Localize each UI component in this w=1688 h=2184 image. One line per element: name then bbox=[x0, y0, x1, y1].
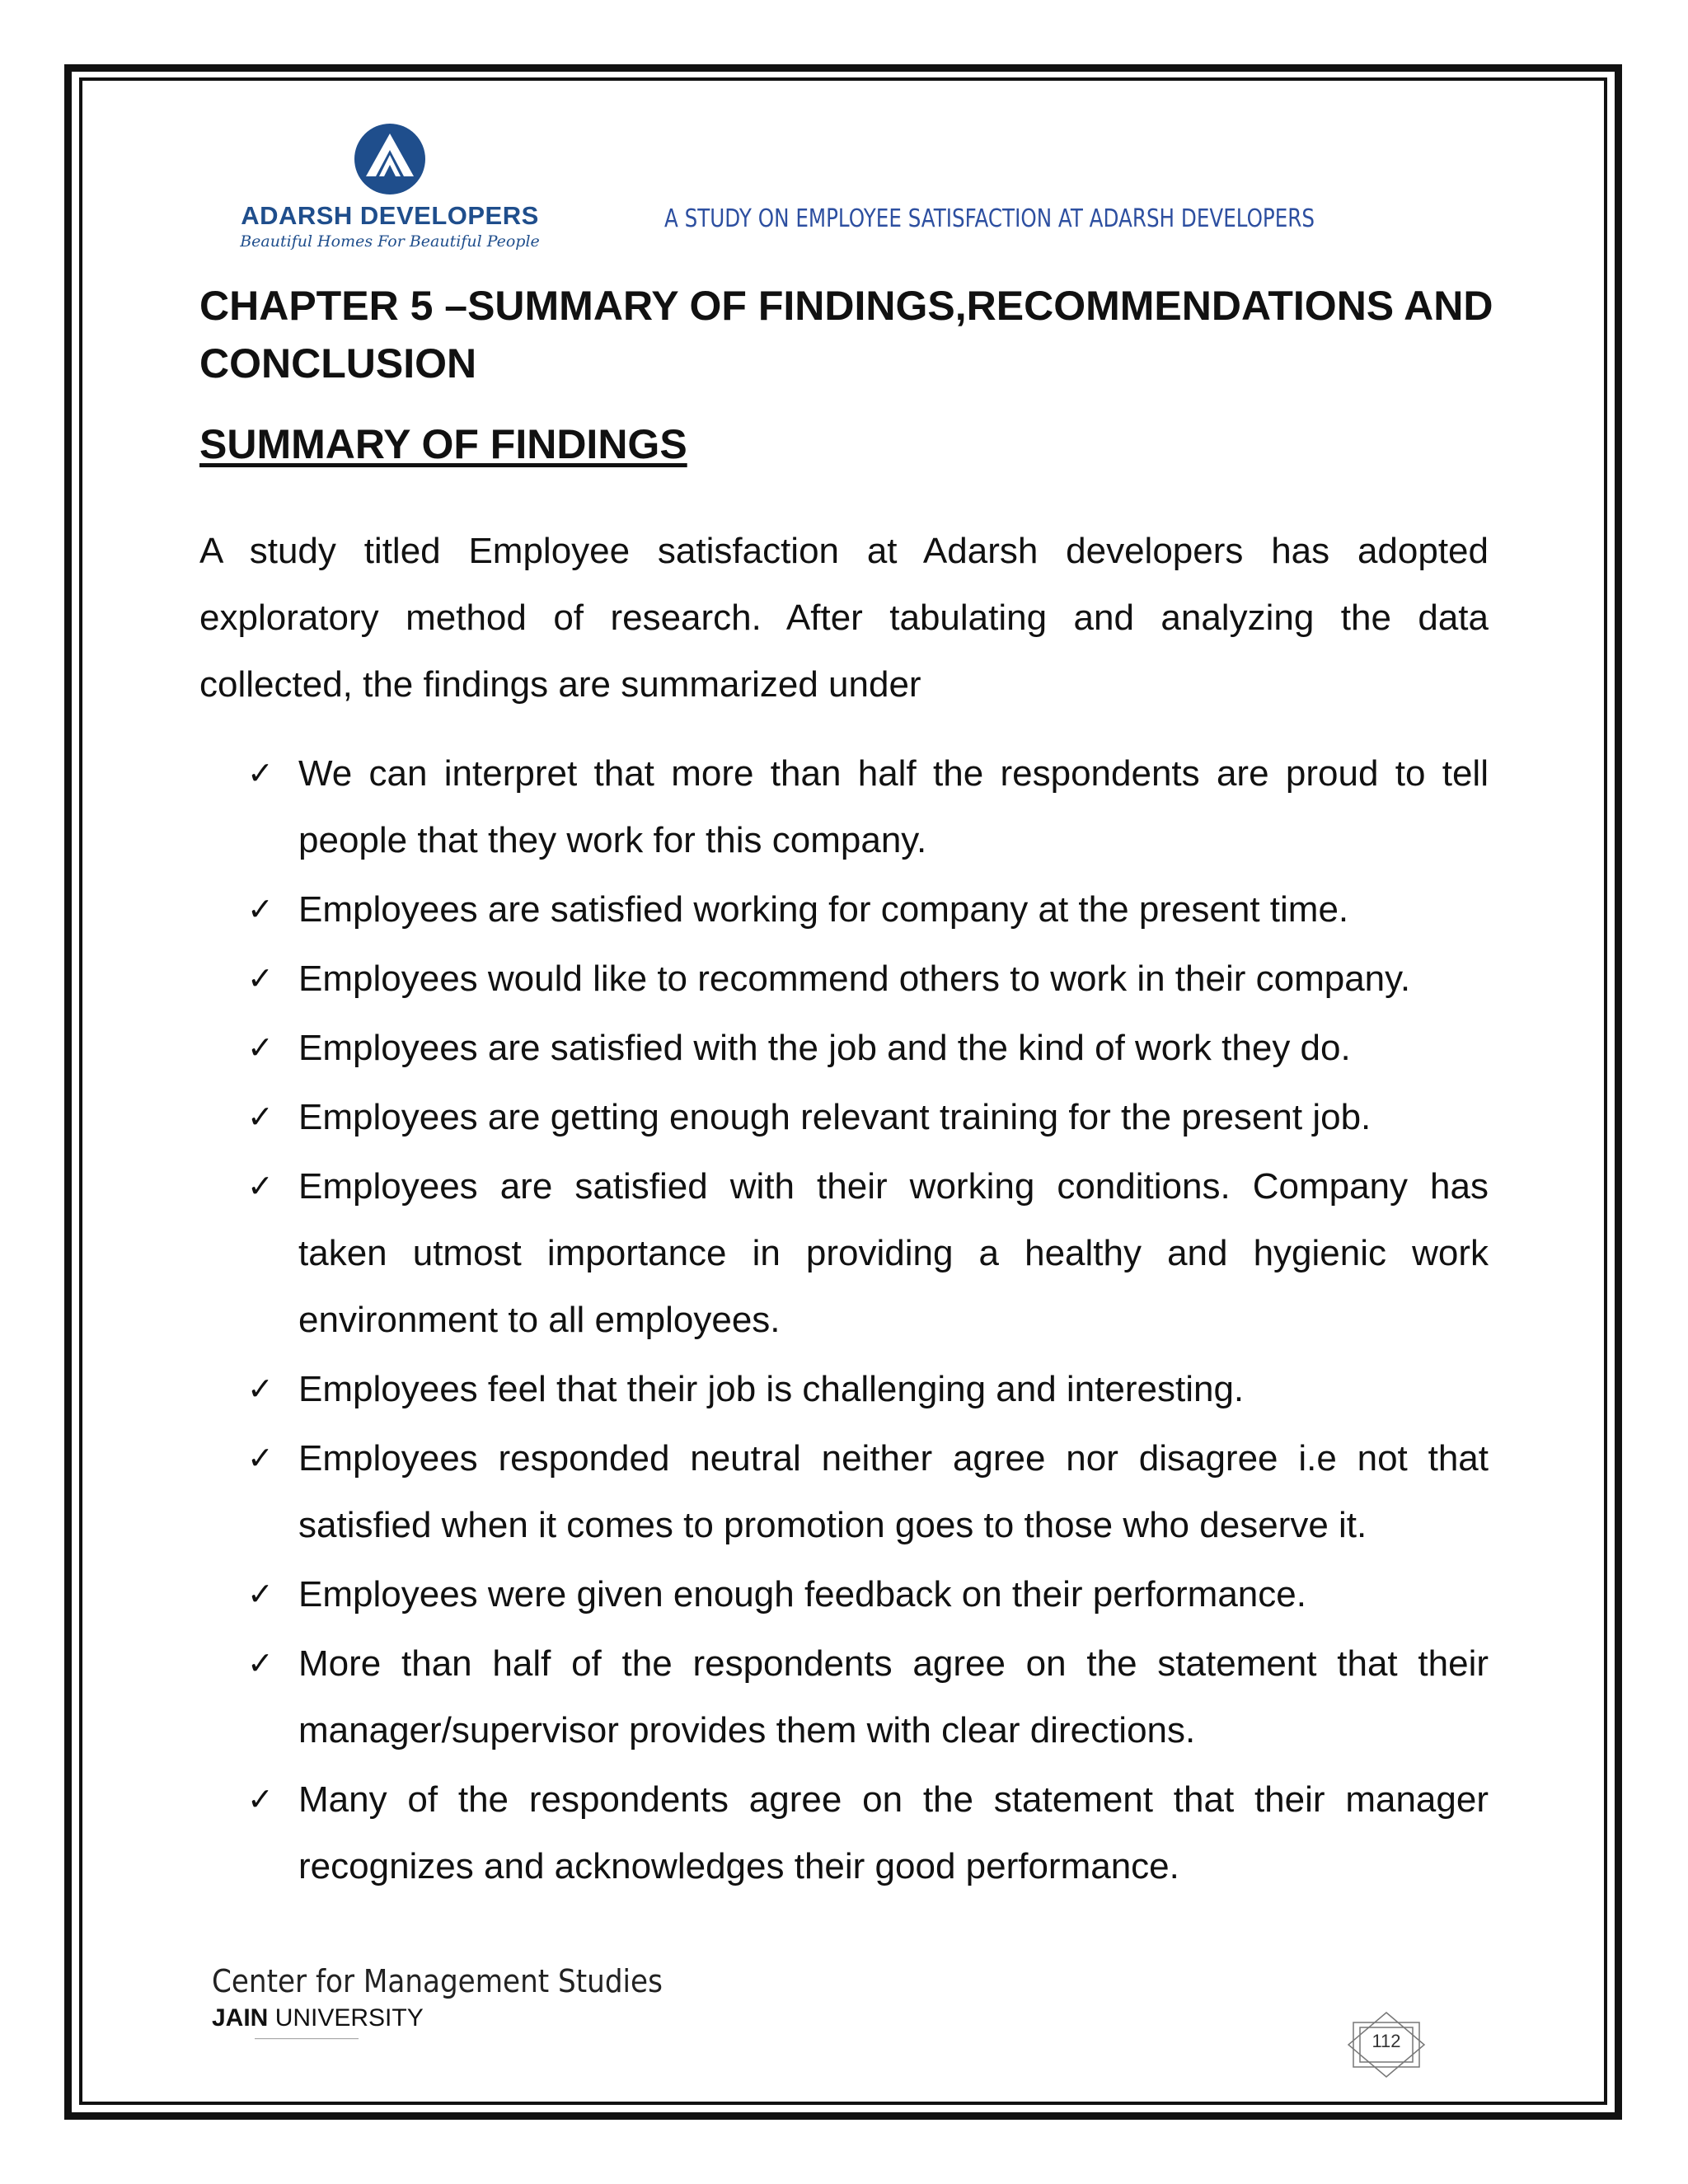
page-number-badge bbox=[1345, 2011, 1428, 2079]
checkmark-icon: ✓ bbox=[247, 1371, 274, 1407]
checkmark-icon: ✓ bbox=[247, 1576, 274, 1612]
checkmark-icon: ✓ bbox=[247, 960, 274, 996]
logo-emblem-icon bbox=[353, 122, 427, 196]
findings-list bbox=[199, 740, 1489, 1902]
list-item bbox=[199, 876, 1489, 943]
footer-university-bold: JAIN bbox=[212, 2004, 269, 2032]
finding-text: Employees are satisfied with the job and the kind of work they do. bbox=[298, 1028, 1351, 1068]
finding-text: Employees are getting enough relevant training for the present job. bbox=[298, 1097, 1372, 1137]
chapter-heading: CHAPTER 5 –SUMMARY OF FINDINGS,RECOMMENDATIONS AND CONCLUSION bbox=[199, 283, 1493, 387]
section-title: SUMMARY OF FINDINGS bbox=[199, 421, 687, 467]
checkmark-icon: ✓ bbox=[247, 1168, 274, 1204]
finding-text: Many of the respondents agree on the statement that their manager recognizes and acknowledges their good performance. bbox=[298, 1779, 1489, 1886]
finding-text: Employees were given enough feedback on their performance. bbox=[298, 1574, 1306, 1615]
list-item bbox=[199, 1766, 1489, 1900]
footer-center-name: Center for Management Studies bbox=[212, 1963, 663, 1999]
page-number: 112 bbox=[1372, 2031, 1401, 2051]
intro-paragraph: A study titled Employee satisfaction at Adarsh developers has adopted exploratory method of research. After tabulating and analyzing the data collected, the findings are summarized under bbox=[199, 531, 1489, 705]
list-item bbox=[199, 1561, 1489, 1628]
list-item bbox=[199, 1356, 1489, 1422]
list-item bbox=[199, 1084, 1489, 1151]
footer-institution bbox=[212, 1963, 713, 2042]
list-item bbox=[199, 945, 1489, 1012]
list-item bbox=[199, 1153, 1489, 1353]
checkmark-icon: ✓ bbox=[247, 1029, 274, 1066]
finding-text: More than half of the respondents agree on the statement that their manager/supervisor provides them with clear directions. bbox=[298, 1643, 1489, 1750]
checkmark-icon: ✓ bbox=[247, 1099, 274, 1135]
footer-university-rest: UNIVERSITY bbox=[268, 2004, 424, 2032]
checkmark-icon: ✓ bbox=[247, 1440, 274, 1476]
finding-text: Employees feel that their job is challenging and interesting. bbox=[298, 1369, 1245, 1409]
finding-text: We can interpret that more than half the respondents are proud to tell people that they work for this company. bbox=[298, 753, 1489, 860]
list-item bbox=[199, 1015, 1489, 1081]
footer-university bbox=[212, 2004, 713, 2032]
list-item bbox=[199, 1425, 1489, 1558]
list-item bbox=[199, 740, 1489, 874]
logo-tagline: Beautiful Homes For Beautiful People bbox=[240, 232, 540, 251]
checkmark-icon: ✓ bbox=[247, 1781, 274, 1817]
checkmark-icon: ✓ bbox=[247, 1645, 274, 1681]
finding-text: Employees responded neutral neither agree nor disagree i.e not that satisfied when it comes to promotion goes to those who deserve it. bbox=[298, 1438, 1489, 1545]
list-item bbox=[199, 1630, 1489, 1764]
checkmark-icon: ✓ bbox=[247, 755, 274, 791]
company-logo bbox=[221, 122, 559, 266]
finding-text: Employees are satisfied with their working conditions. Company has taken utmost importance in providing a healthy and hygienic work environment to all employees. bbox=[298, 1166, 1489, 1340]
footer-fine-print: —————————————— bbox=[255, 2034, 359, 2042]
checkmark-icon: ✓ bbox=[247, 891, 274, 927]
running-header-title: A STUDY ON EMPLOYEE SATISFACTION AT ADARSH DEVELOPERS bbox=[664, 204, 1315, 233]
finding-text: Employees would like to recommend others to work in their company. bbox=[298, 958, 1411, 999]
logo-company-name: ADARSH DEVELOPERS bbox=[241, 201, 539, 230]
finding-text: Employees are satisfied working for company at the present time. bbox=[298, 889, 1349, 930]
